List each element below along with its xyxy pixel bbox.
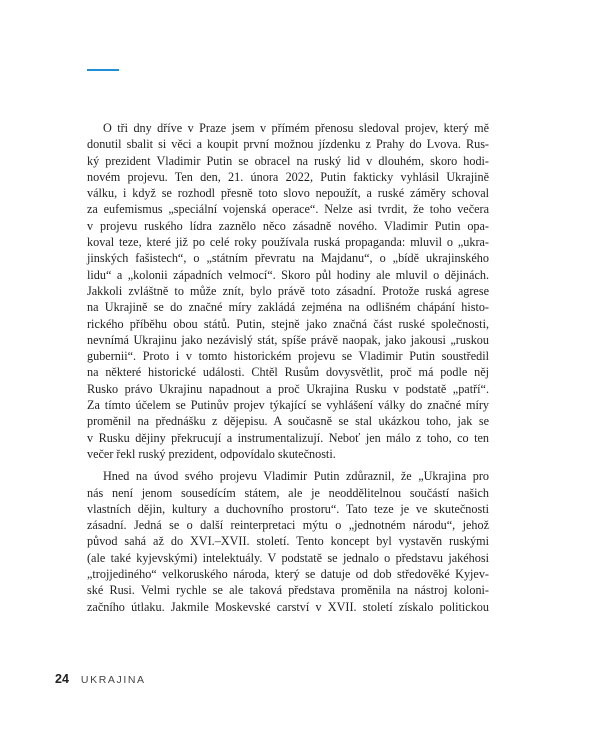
text-line: za eufemismus „speciální vojenská operace“. Nelze asi tvrdit, že toho večera (87, 202, 489, 217)
text-line: začního útlaku. Jakmile Moskevské carství v XVII. století získalo politickou (87, 599, 489, 614)
text-line: ký prezident Vladimir Putin se obracel na ruský lid v dlouhém, skoro hodi- (87, 153, 489, 168)
paragraph-2 (87, 468, 489, 615)
text-line: zásadní. Jedná se o další reinterpretaci mýtu o „jednotném národu“, jehož (87, 518, 489, 533)
text-line: večer řekl ruský prezident, odpovídalo skutečnosti. (87, 446, 336, 461)
text-line: ské Rusi. Velmi rychle se ale taková představa proměnila na nástroj koloni- (87, 583, 489, 598)
text-line: rického příběhu obou států. Putin, stejně jako značná část ruské společnosti, (87, 316, 489, 331)
text-line: v Rusku dějiny překrucují a instrumentalizují. Neboť jen málo z toho, co ten (87, 430, 489, 445)
text-line: (ale také kyjevskými) intelektuály. V podstatě se jednalo o představu jakéhosi (87, 550, 489, 565)
text-line: donutil sbalit si věci a koupit první možnou jízdenku z Prahy do Lvova. Rus- (87, 137, 489, 152)
text-line: nevnímá Ukrajinu jako nezávislý stát, spíše právě naopak, jako jakousi „ruskou (87, 332, 489, 347)
text-line: proměnil na přednášku z dějepisu. A současně se stal ukázkou toho, jak se (87, 414, 489, 429)
text-line: „trojjediného“ velkoruského národa, který se datuje od dob středověké Kyjev- (87, 567, 489, 582)
paragraph-1 (87, 120, 489, 462)
text-line: Rusko právo Ukrajinu napadnout a proč Ukrajina Rusku v podstatě „patří“. (87, 381, 489, 396)
text-line: v projevu ruského lídra zaznělo něco zásadně nového. Vladimir Putin opa- (87, 218, 489, 233)
text-line: válku, i když se rozhodl přesně toto slovo nepoužít, a ruské záměry schoval (87, 186, 489, 201)
accent-rule (87, 69, 119, 71)
text-line: novém projevu. Ten den, 21. února 2022, Putin fakticky vyhlásil Ukrajině (87, 169, 489, 184)
text-line: na některé historické události. Chtěl Rusům dovysvětlit, proč má podle něj (87, 365, 489, 380)
text-line: lidu“ a „kolonii západních velmocí“. Skoro půl hodiny ale mluvil o dějinách. (87, 267, 489, 282)
text-line: nás není jenom sousedícím státem, ale je neoddělitelnou součástí našich (87, 485, 489, 500)
text-line: Za tímto účelem se Putinův projev týkající se vyhlášení války do značné míry (87, 398, 489, 413)
text-line: jinských fašistech“, o „státním převratu na Majdanu“, o „bídě ukrajinského (87, 251, 489, 266)
page-footer (55, 672, 146, 686)
page-number: 24 (55, 672, 69, 686)
text-line: O tři dny dříve v Praze jsem v přímém přenosu sledoval projev, který mě (103, 121, 489, 135)
text-line: Jakkoli zvláštně to může znít, bylo právě toto zásadní. Protože ruská agrese (87, 283, 489, 298)
body-text (87, 120, 489, 615)
running-head: UKRAJINA (80, 674, 146, 686)
text-line: gubernii“. Proto i v tomto historickém projevu se Vladimir Putin soustředil (87, 349, 489, 364)
text-line: vlastních dějin, kultury a duchovního prostoru“. Tato teze je ve skutečnosti (87, 501, 489, 516)
text-line: Hned na úvod svého projevu Vladimir Putin zdůraznil, že „Ukrajina pro (103, 469, 489, 484)
text-line: původ sahá až do XVI.–XVII. století. Tento koncept byl vystavěn ruskými (87, 534, 489, 549)
text-line: koval teze, které již po celé roky používala ruská propaganda: mluvil o „ukra- (87, 235, 489, 250)
text-line: na Ukrajině se do značné míry zakládá zejména na odlišném chápání histo- (87, 300, 489, 315)
